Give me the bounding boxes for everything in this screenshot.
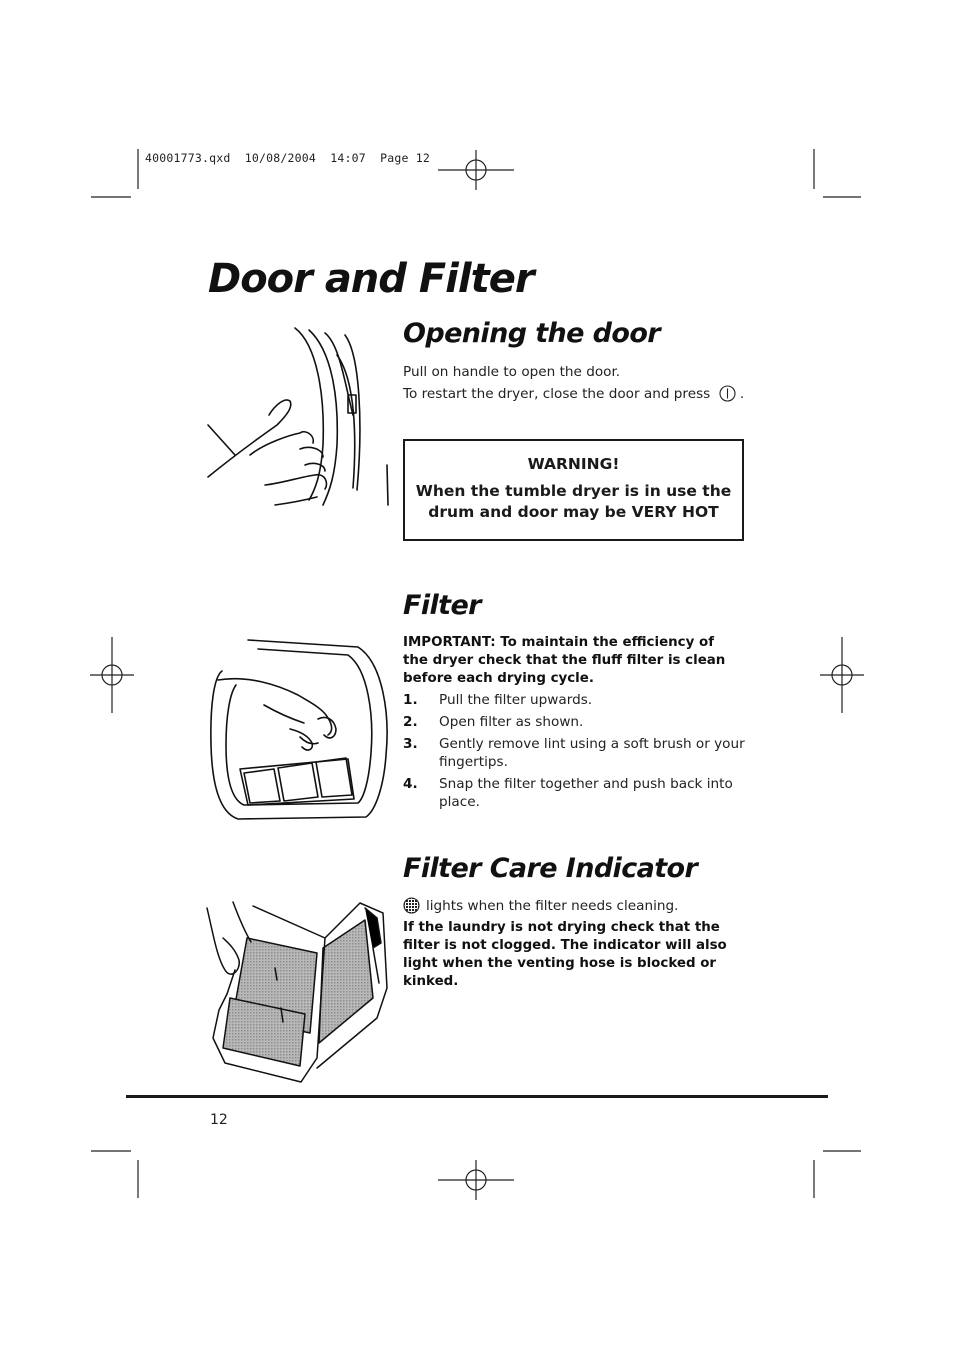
filter-care-title: Filter Care Indicator bbox=[403, 853, 698, 884]
opening-line-2-end: . bbox=[739, 386, 745, 402]
door-opening-illustration bbox=[205, 325, 395, 510]
opening-line-2: To restart the dryer, close the door and press bbox=[403, 386, 711, 402]
filter-steps bbox=[403, 691, 748, 815]
filter-open-illustration bbox=[205, 898, 395, 1084]
list-item bbox=[403, 735, 748, 771]
opening-line-2-row bbox=[403, 383, 744, 405]
step-text: Pull the filter upwards. bbox=[439, 692, 593, 708]
filter-important: IMPORTANT: To maintain the efficiency of the dryer check that the fluff filter is clean before each drying cycle. bbox=[403, 635, 726, 686]
step-text: Gently remove lint using a soft brush or your fingertips. bbox=[439, 736, 745, 770]
step-text: Open filter as shown. bbox=[439, 714, 584, 730]
step-text: Snap the filter together and push back into place. bbox=[439, 776, 733, 810]
warning-box bbox=[403, 439, 744, 541]
list-item bbox=[403, 691, 748, 709]
step-number: 4. bbox=[403, 776, 418, 792]
indicator-note: If the laundry is not drying check that the filter is not clogged. The indicator will also light when the venting hose is blocked or kinked. bbox=[403, 920, 727, 989]
list-item bbox=[403, 713, 748, 731]
step-number: 3. bbox=[403, 736, 418, 752]
step-number: 1. bbox=[403, 692, 418, 708]
warning-text: When the tumble dryer is in use the drum and door may be VERY HOT bbox=[415, 482, 732, 521]
opening-door-title: Opening the door bbox=[403, 318, 660, 349]
filter-illustration bbox=[208, 635, 394, 825]
indicator-line-row bbox=[403, 895, 678, 917]
page-title: Door and Filter bbox=[208, 256, 534, 302]
indicator-line: lights when the filter needs cleaning. bbox=[426, 898, 679, 914]
page-number: 12 bbox=[210, 1112, 228, 1128]
warning-title: WARNING! bbox=[527, 455, 620, 473]
step-number: 2. bbox=[403, 714, 418, 730]
filter-indicator-icon bbox=[403, 897, 420, 914]
print-slug: 40001773.qxd 10/08/2004 14:07 Page 12 bbox=[145, 151, 430, 165]
opening-line-1: Pull on handle to open the door. bbox=[403, 364, 621, 380]
footer-rule bbox=[126, 1095, 828, 1098]
power-button-icon bbox=[719, 385, 736, 402]
filter-title: Filter bbox=[403, 590, 481, 621]
list-item bbox=[403, 775, 748, 811]
